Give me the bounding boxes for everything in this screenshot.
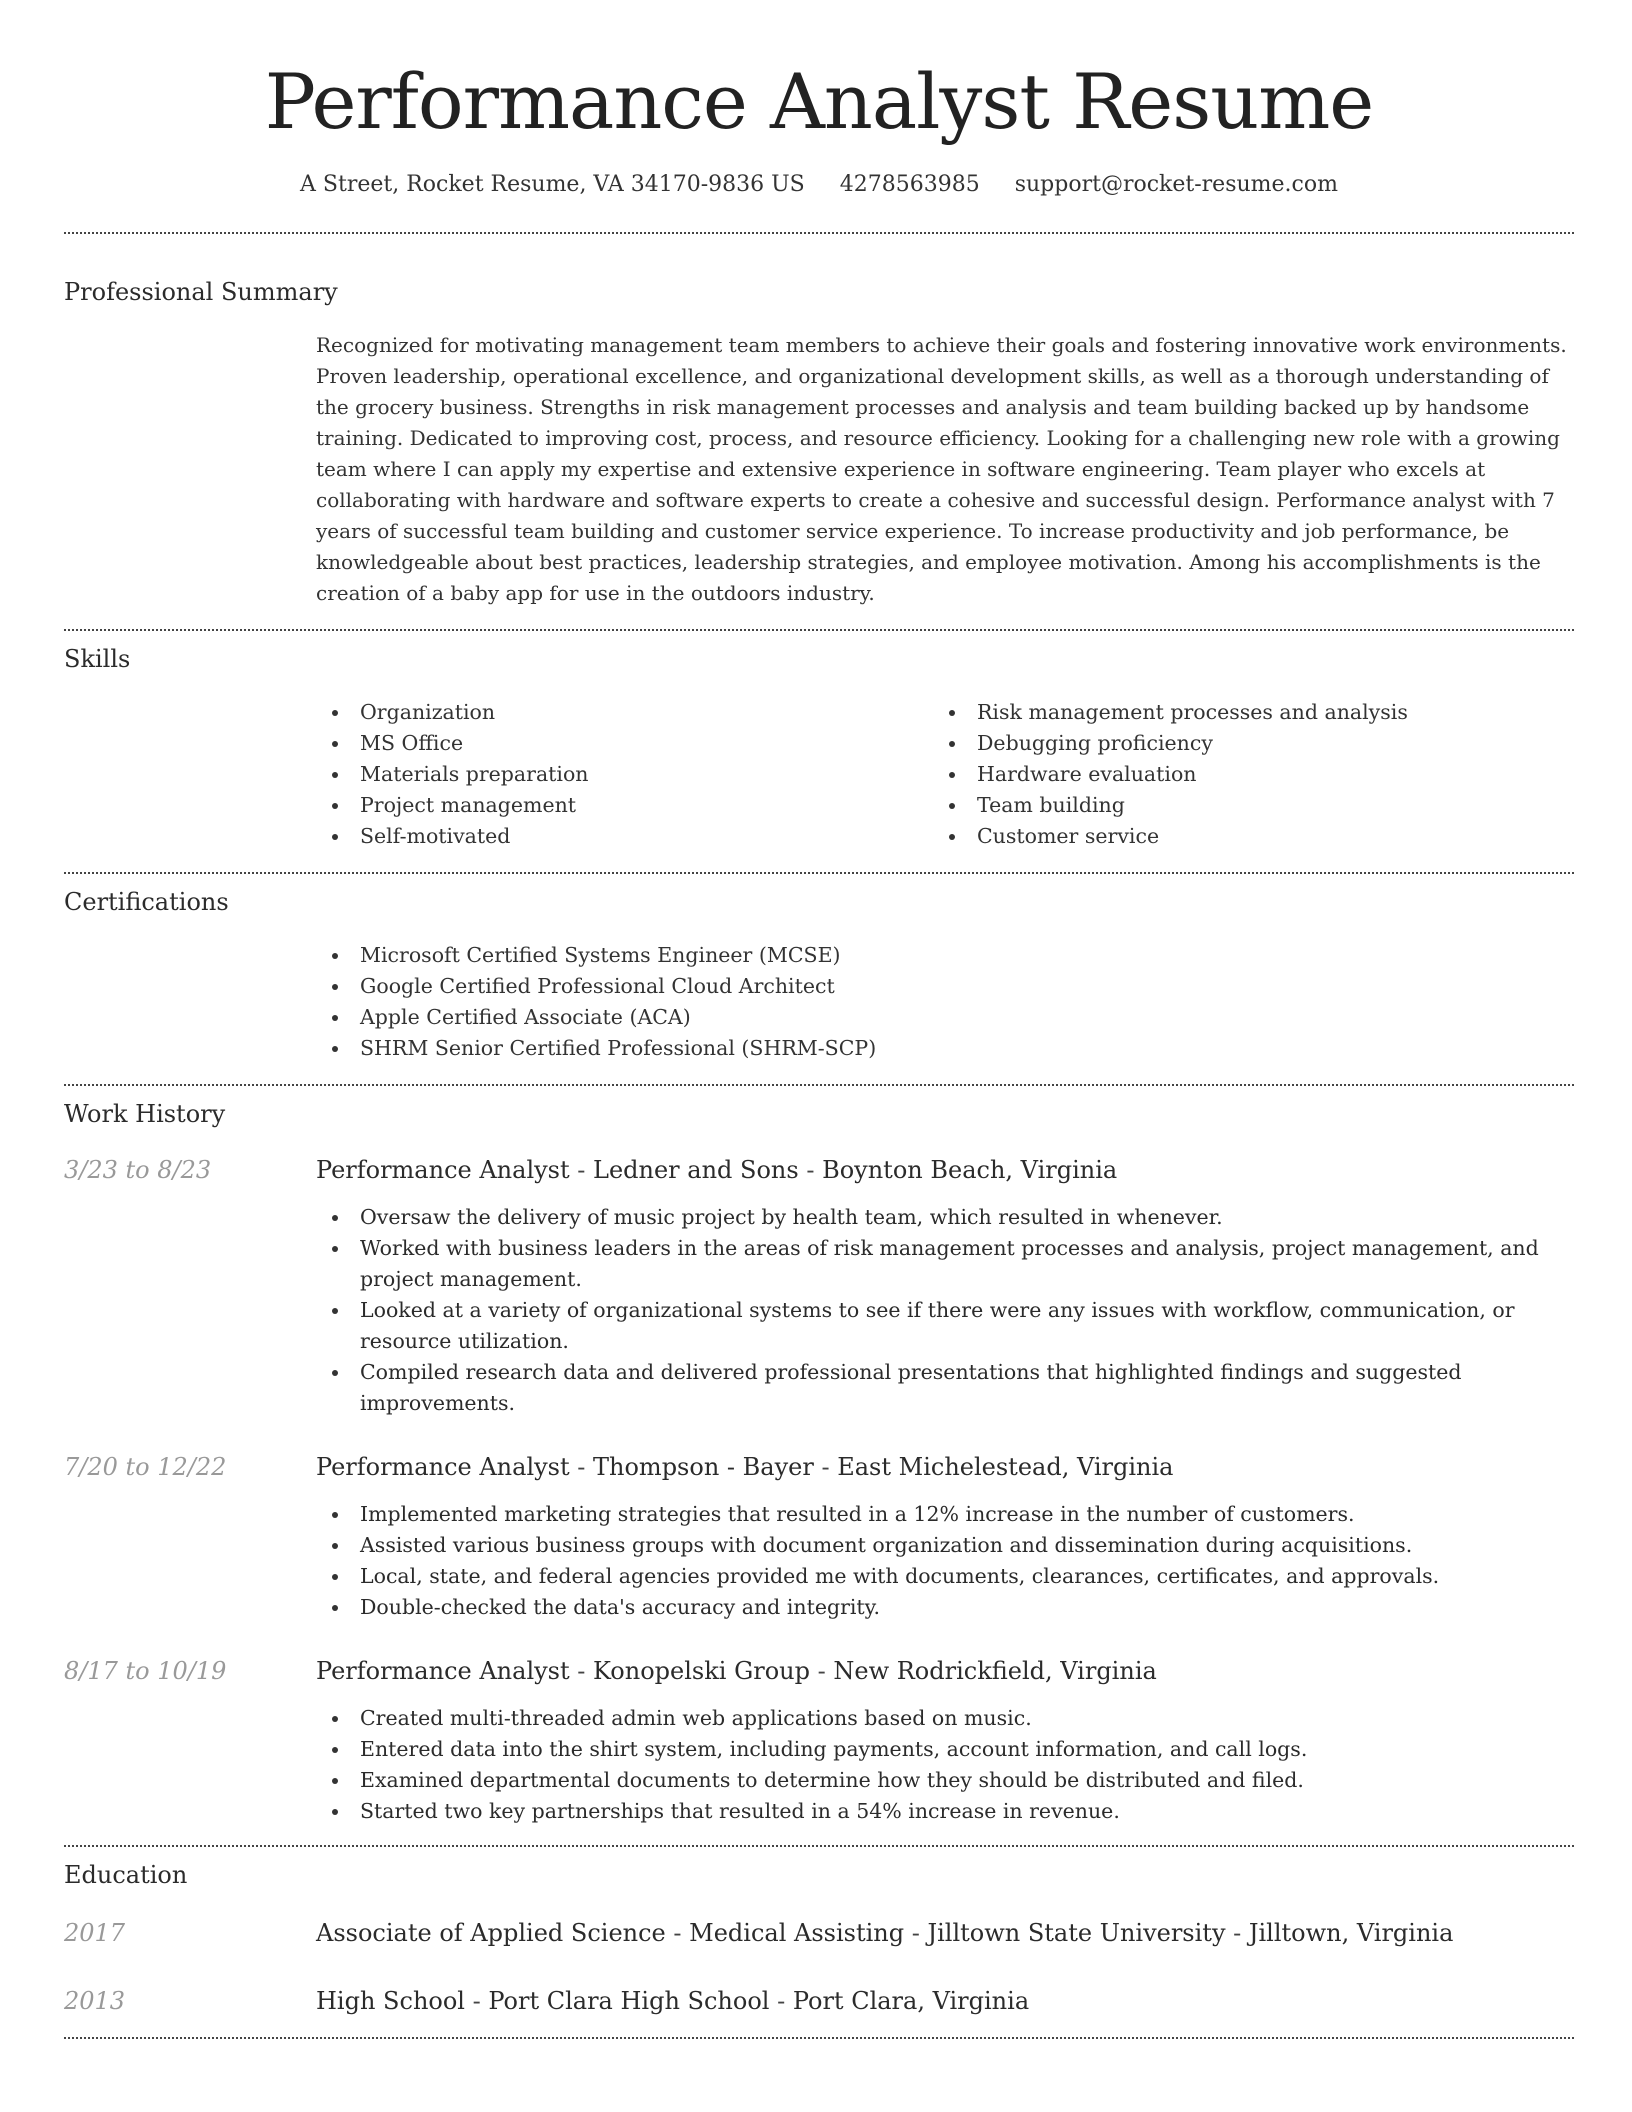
summary-text: Recognized for motivating management team members to achieve their goals and fostering innovative work environments. Proven leadership, operational excellence, and organizational development skills, as well as a thorough understanding of the grocery business. Strengths in risk management processes and analysis and team building backed up by handsome training. Dedicated to improving cost, process, and resource efficiency. Looking for a challenging new role with a growing team where I can apply my expertise and extensive experience in software engineering. Team player who excels at collaborating with hardware and software experts to create a cohesive and successful design. Performance analyst with 7 years of successful team building and customer service experience. To increase productivity and job performance, be knowledgeable about best practices, leadership strategies, and employee motivation. Among his accomplishments is the creation of a baby app for use in the outdoors industry.: [316, 333, 1567, 605]
job-bullets: [316, 1499, 1574, 1623]
skills-right-column: [933, 697, 1550, 852]
job-title: Performance Analyst - Thompson - Bayer - East Michelestead, Virginia: [316, 1453, 1174, 1481]
skills-heading: Skills: [64, 645, 131, 673]
education-entry: [64, 1917, 1574, 1949]
education-section: [64, 1859, 1574, 2017]
page-title: Performance Analyst Resume: [264, 57, 1374, 146]
skill-item: Team building: [933, 790, 1550, 821]
job-bullet: Assisted various business groups with document organization and dissemination during acquisitions.: [316, 1530, 1574, 1561]
skill-item: Debugging proficiency: [933, 728, 1550, 759]
skills-section: [64, 643, 1574, 852]
certifications-heading: Certifications: [64, 888, 229, 916]
certification-item: SHRM Senior Certified Professional (SHRM-SCP): [316, 1033, 1574, 1064]
education-date: 2017: [64, 1919, 126, 1947]
job-bullet: Examined departmental documents to determine how they should be distributed and filed.: [316, 1765, 1574, 1796]
job-bullet: Double-checked the data's accuracy and integrity.: [316, 1592, 1574, 1623]
certifications-list: [316, 940, 1574, 1064]
work-history-heading: Work History: [64, 1100, 226, 1128]
divider: [64, 232, 1574, 234]
certification-item: Microsoft Certified Systems Engineer (MCSE): [316, 940, 1574, 971]
job-date: 7/20 to 12/22: [64, 1453, 227, 1481]
skill-item: Customer service: [933, 821, 1550, 852]
contact-address: A Street, Rocket Resume, VA 34170-9836 US: [300, 172, 805, 197]
skills-list: [316, 697, 1574, 852]
job-title: Performance Analyst - Konopelski Group - New Rodrickfield, Virginia: [316, 1657, 1157, 1685]
contact-email: support@rocket-resume.com: [1014, 172, 1338, 197]
divider: [64, 629, 1574, 631]
job-bullet: Created multi-threaded admin web applications based on music.: [316, 1703, 1574, 1734]
divider: [64, 2037, 1574, 2039]
job-entry: [64, 1655, 1574, 1827]
job-bullet: Local, state, and federal agencies provided me with documents, clearances, certificates, and approvals.: [316, 1561, 1574, 1592]
job-bullet: Entered data into the shirt system, including payments, account information, and call logs.: [316, 1734, 1574, 1765]
education-date: 2013: [64, 1987, 126, 2015]
education-heading: Education: [64, 1861, 188, 1889]
job-bullet: Worked with business leaders in the areas of risk management processes and analysis, project management, and project management.: [316, 1233, 1574, 1295]
job-bullet: Compiled research data and delivered professional presentations that highlighted findings and suggested improvements.: [316, 1357, 1574, 1419]
job-bullet: Implemented marketing strategies that resulted in a 12% increase in the number of customers.: [316, 1499, 1574, 1530]
divider: [64, 1845, 1574, 1847]
summary-heading: Professional Summary: [64, 278, 338, 306]
job-bullets: [316, 1703, 1574, 1827]
summary-section: [64, 276, 1574, 609]
education-entry: [64, 1985, 1574, 2017]
job-bullet: Started two key partnerships that resulted in a 54% increase in revenue.: [316, 1796, 1574, 1827]
job-date: 8/17 to 10/19: [64, 1657, 227, 1685]
skill-item: MS Office: [316, 728, 933, 759]
certification-item: Google Certified Professional Cloud Architect: [316, 971, 1574, 1002]
divider: [64, 872, 1574, 874]
skill-item: Organization: [316, 697, 933, 728]
education-title: High School - Port Clara High School - Port Clara, Virginia: [316, 1987, 1030, 2015]
certification-item: Apple Certified Associate (ACA): [316, 1002, 1574, 1033]
job-title: Performance Analyst - Ledner and Sons - Boynton Beach, Virginia: [316, 1156, 1118, 1184]
skill-item: Hardware evaluation: [933, 759, 1550, 790]
skill-item: Materials preparation: [316, 759, 933, 790]
work-history-section: [64, 1098, 1574, 1827]
skills-left-column: [316, 697, 933, 852]
certifications-section: [64, 886, 1574, 1064]
education-title: Associate of Applied Science - Medical Assisting - Jilltown State University - Jilltown, Virginia: [316, 1919, 1454, 1947]
skill-item: Self-motivated: [316, 821, 933, 852]
job-entry: [64, 1451, 1574, 1623]
skill-item: Risk management processes and analysis: [933, 697, 1550, 728]
resume-page: [64, 0, 1574, 2039]
job-date: 3/23 to 8/23: [64, 1156, 212, 1184]
contact-line: [64, 170, 1574, 200]
job-bullet: Oversaw the delivery of music project by health team, which resulted in whenever.: [316, 1202, 1574, 1233]
job-entry: [64, 1154, 1574, 1419]
divider: [64, 1084, 1574, 1086]
skill-item: Project management: [316, 790, 933, 821]
job-bullet: Looked at a variety of organizational systems to see if there were any issues with workflow, communication, or resource utilization.: [316, 1295, 1574, 1357]
contact-phone: 4278563985: [839, 172, 980, 197]
job-bullets: [316, 1202, 1574, 1419]
